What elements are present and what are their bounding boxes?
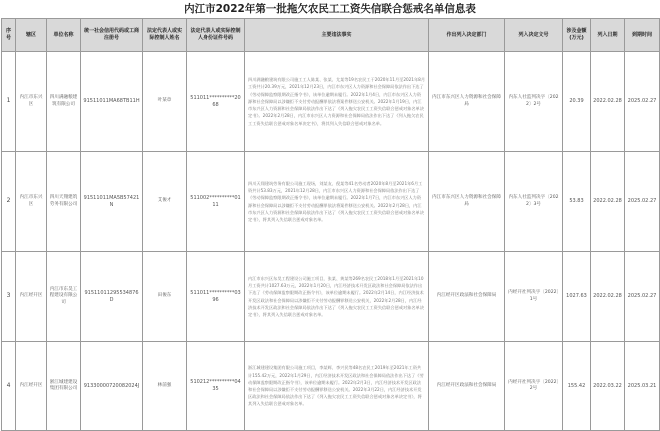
row-facts: 四川天翔建筑劳务有限公司施工现场，刘某友、倪某等41名劳动者2020年8月至2021年6月工资共计53.83万元，2021年12月28日，内江市东兴区人力资源和社会保障局依法作出下达了《劳动保障监察限期改正指令书》，该单位逾期未履行。2022年1月7日，内江市东兴区人力资源和社会保障局以涉嫌拒不支付劳动报酬罪依法将案件移送公安机关。2022年2月28日，内江市东兴区人力资源和社会保障局依法作出下达了《列入拖欠农民工工资失信联合惩戒对象名单决定书》，将其列入失信联合惩戒对象名单。 (245, 152, 429, 252)
row-credit-code: 91511011295534876D (81, 252, 143, 342)
row-legal-name: 田俊东 (143, 252, 187, 342)
row-expire-date: 2025.02.27 (625, 52, 660, 152)
header-seq: 序号 (2, 19, 16, 52)
row-credit-code: 91511011MA5B57421N (81, 152, 143, 252)
table-row (2, 342, 660, 431)
row-amount: 155.42 (563, 342, 591, 431)
table-row (2, 252, 660, 342)
header-credit-code: 统一社会信用代码或工商注册号 (81, 19, 143, 52)
row-region: 内江经开区 (16, 342, 47, 431)
row-unit: 四川满融粮建筑有限公司 (47, 52, 81, 152)
row-legal-id: 511002**********0111 (187, 152, 245, 252)
header-facts: 主要违法事实 (245, 19, 429, 52)
row-region: 内江市东兴区 (16, 52, 47, 152)
row-legal-id: 510212**********0435 (187, 342, 245, 431)
row-dept: 内江经开区政法和社会保障局 (429, 342, 505, 431)
header-decision-no: 列入决定文号 (505, 19, 563, 52)
row-facts: 浙江城建建设集团有限公司施工项目，李某辉、李兴民等48名农民工2019年至2021年工资共计155.42万元，2022年1月29日，内江经济技术开发区政法和社会保障局依法作出下达了《劳动保障监察限期改正指令书》，该单位逾期未履行。2022年2月3日，内江经济技术开发区政法和社会保障局以涉嫌拒不支付劳动报酬罪移送公安机关。2022年3月22日，内江经济技术开发区政法和社会保障局依法作出下达了《列入拖欠农民工工资失信联合惩戒对象名单决定书》，将其列入失信联合惩戒对象名单。 (245, 342, 429, 431)
header-dept: 作出列入决定部门 (429, 19, 505, 52)
blacklist-table (1, 18, 660, 431)
row-legal-name: 叶某章 (143, 52, 187, 152)
row-amount: 1027.63 (563, 252, 591, 342)
row-decision-no: 内经开社列决字〔2022〕1号 (505, 252, 563, 342)
row-expire-date: 2025.02.27 (625, 152, 660, 252)
table-row (2, 152, 660, 252)
row-expire-date: 2025.03.21 (625, 342, 660, 431)
row-decision-no: 内东人社监列决字〔2022〕2号 (505, 52, 563, 152)
document-title: 内江市2022年第一批拖欠农民工工资失信联合惩戒名单信息表 (184, 3, 476, 15)
header-legal-name: 法定代表人或实际控制人姓名 (143, 19, 187, 52)
row-seq: 2 (2, 152, 16, 252)
row-legal-id: 511011**********0396 (187, 252, 245, 342)
row-facts: 内江市东兴区东昊工程建设公司施工项目，张某、黄某等269名农民工2018年1月至2021年10月工资共计1027.63万元，2022年1月20日，内江经济技术开发区政法和社会保障局依法作出下达了《劳动保障监察限期改正指令书》，该单位逾期未履行。2022年2月14日，内江经济技术开发区政法和社会保障局以涉嫌拒不支付劳动报酬罪移送公安机关，2022年2月28日，内江经济技术开发区政法和社会保障局依法作出下达了《列入拖欠农民工工资失信联合惩戒对象名单决定书》，将其列入失信联合惩戒对象名单。 (245, 252, 429, 342)
row-list-date: 2022.02.28 (591, 52, 625, 152)
row-seq: 4 (2, 342, 16, 431)
row-dept: 内江市东兴区人力资源和社会保障局 (429, 52, 505, 152)
row-expire-date: 2025.02.27 (625, 252, 660, 342)
header-list-date: 列入日期 (591, 19, 625, 52)
row-amount: 53.83 (563, 152, 591, 252)
row-facts: 四川满融粮建筑有限公司施工工人陈某、张某、尤某等19名农民工于2020年11月至2021年8月工资共计20.39万元，2021年12月23日，内江市东兴区人力资源和社会保障局依法作出下达了《劳动保障监察限期改正指令书》，该单位逾期未履行。2022年1月4日，内江市东兴区人力资源和社会保障局以涉嫌拒不支付劳动报酬罪依法将案件移送公安机关。2022年1月19日，内江市东兴区人力资源和社会保障局依法作出下达了《列入拖欠农民工工资失信联合惩戒对象名单决定书》。2022年2月28日，内江市东兴区人力资源和社会保障局依法作出下达了《列入拖欠农民工工资失信联合惩戒对象名单决定书》，将其列入失信联合惩戒对象名单。 (245, 52, 429, 152)
header-unit: 单位名称 (47, 19, 81, 52)
table-header-row (2, 19, 660, 52)
row-legal-name: 林前强 (143, 342, 187, 431)
row-region: 内江经开区 (16, 252, 47, 342)
row-unit: 浙江城建建设集团有限公司 (47, 342, 81, 431)
row-decision-no: 内经开社列决字〔2022〕2号 (505, 342, 563, 431)
row-amount: 20.39 (563, 52, 591, 152)
row-credit-code: 91511011MA68TB11H (81, 52, 143, 152)
row-region: 内江市东兴区 (16, 152, 47, 252)
row-credit-code: 91330000720082024J (81, 342, 143, 431)
row-list-date: 2022.02.28 (591, 152, 625, 252)
row-unit: 内江市东昊工程建设有限公司 (47, 252, 81, 342)
row-list-date: 2022.03.22 (591, 342, 625, 431)
row-decision-no: 内东人社监列决字〔2022〕3号 (505, 152, 563, 252)
row-seq: 3 (2, 252, 16, 342)
table-row (2, 52, 660, 152)
header-legal-id: 法定代表人或实际控制人身份证件号码 (187, 19, 245, 52)
header-amount: 涉及金额(万元) (563, 19, 591, 52)
row-list-date: 2022.02.28 (591, 252, 625, 342)
row-legal-id: 511011**********2068 (187, 52, 245, 152)
header-region: 辖区 (16, 19, 47, 52)
header-expire-date: 到期时间 (625, 19, 660, 52)
row-legal-name: 艾俊才 (143, 152, 187, 252)
row-dept: 内江市东兴区人力资源和社会保障局 (429, 152, 505, 252)
row-seq: 1 (2, 52, 16, 152)
row-dept: 内江经开区政法和社会保障局 (429, 252, 505, 342)
row-unit: 四川天翔建筑劳务有限公司 (47, 152, 81, 252)
